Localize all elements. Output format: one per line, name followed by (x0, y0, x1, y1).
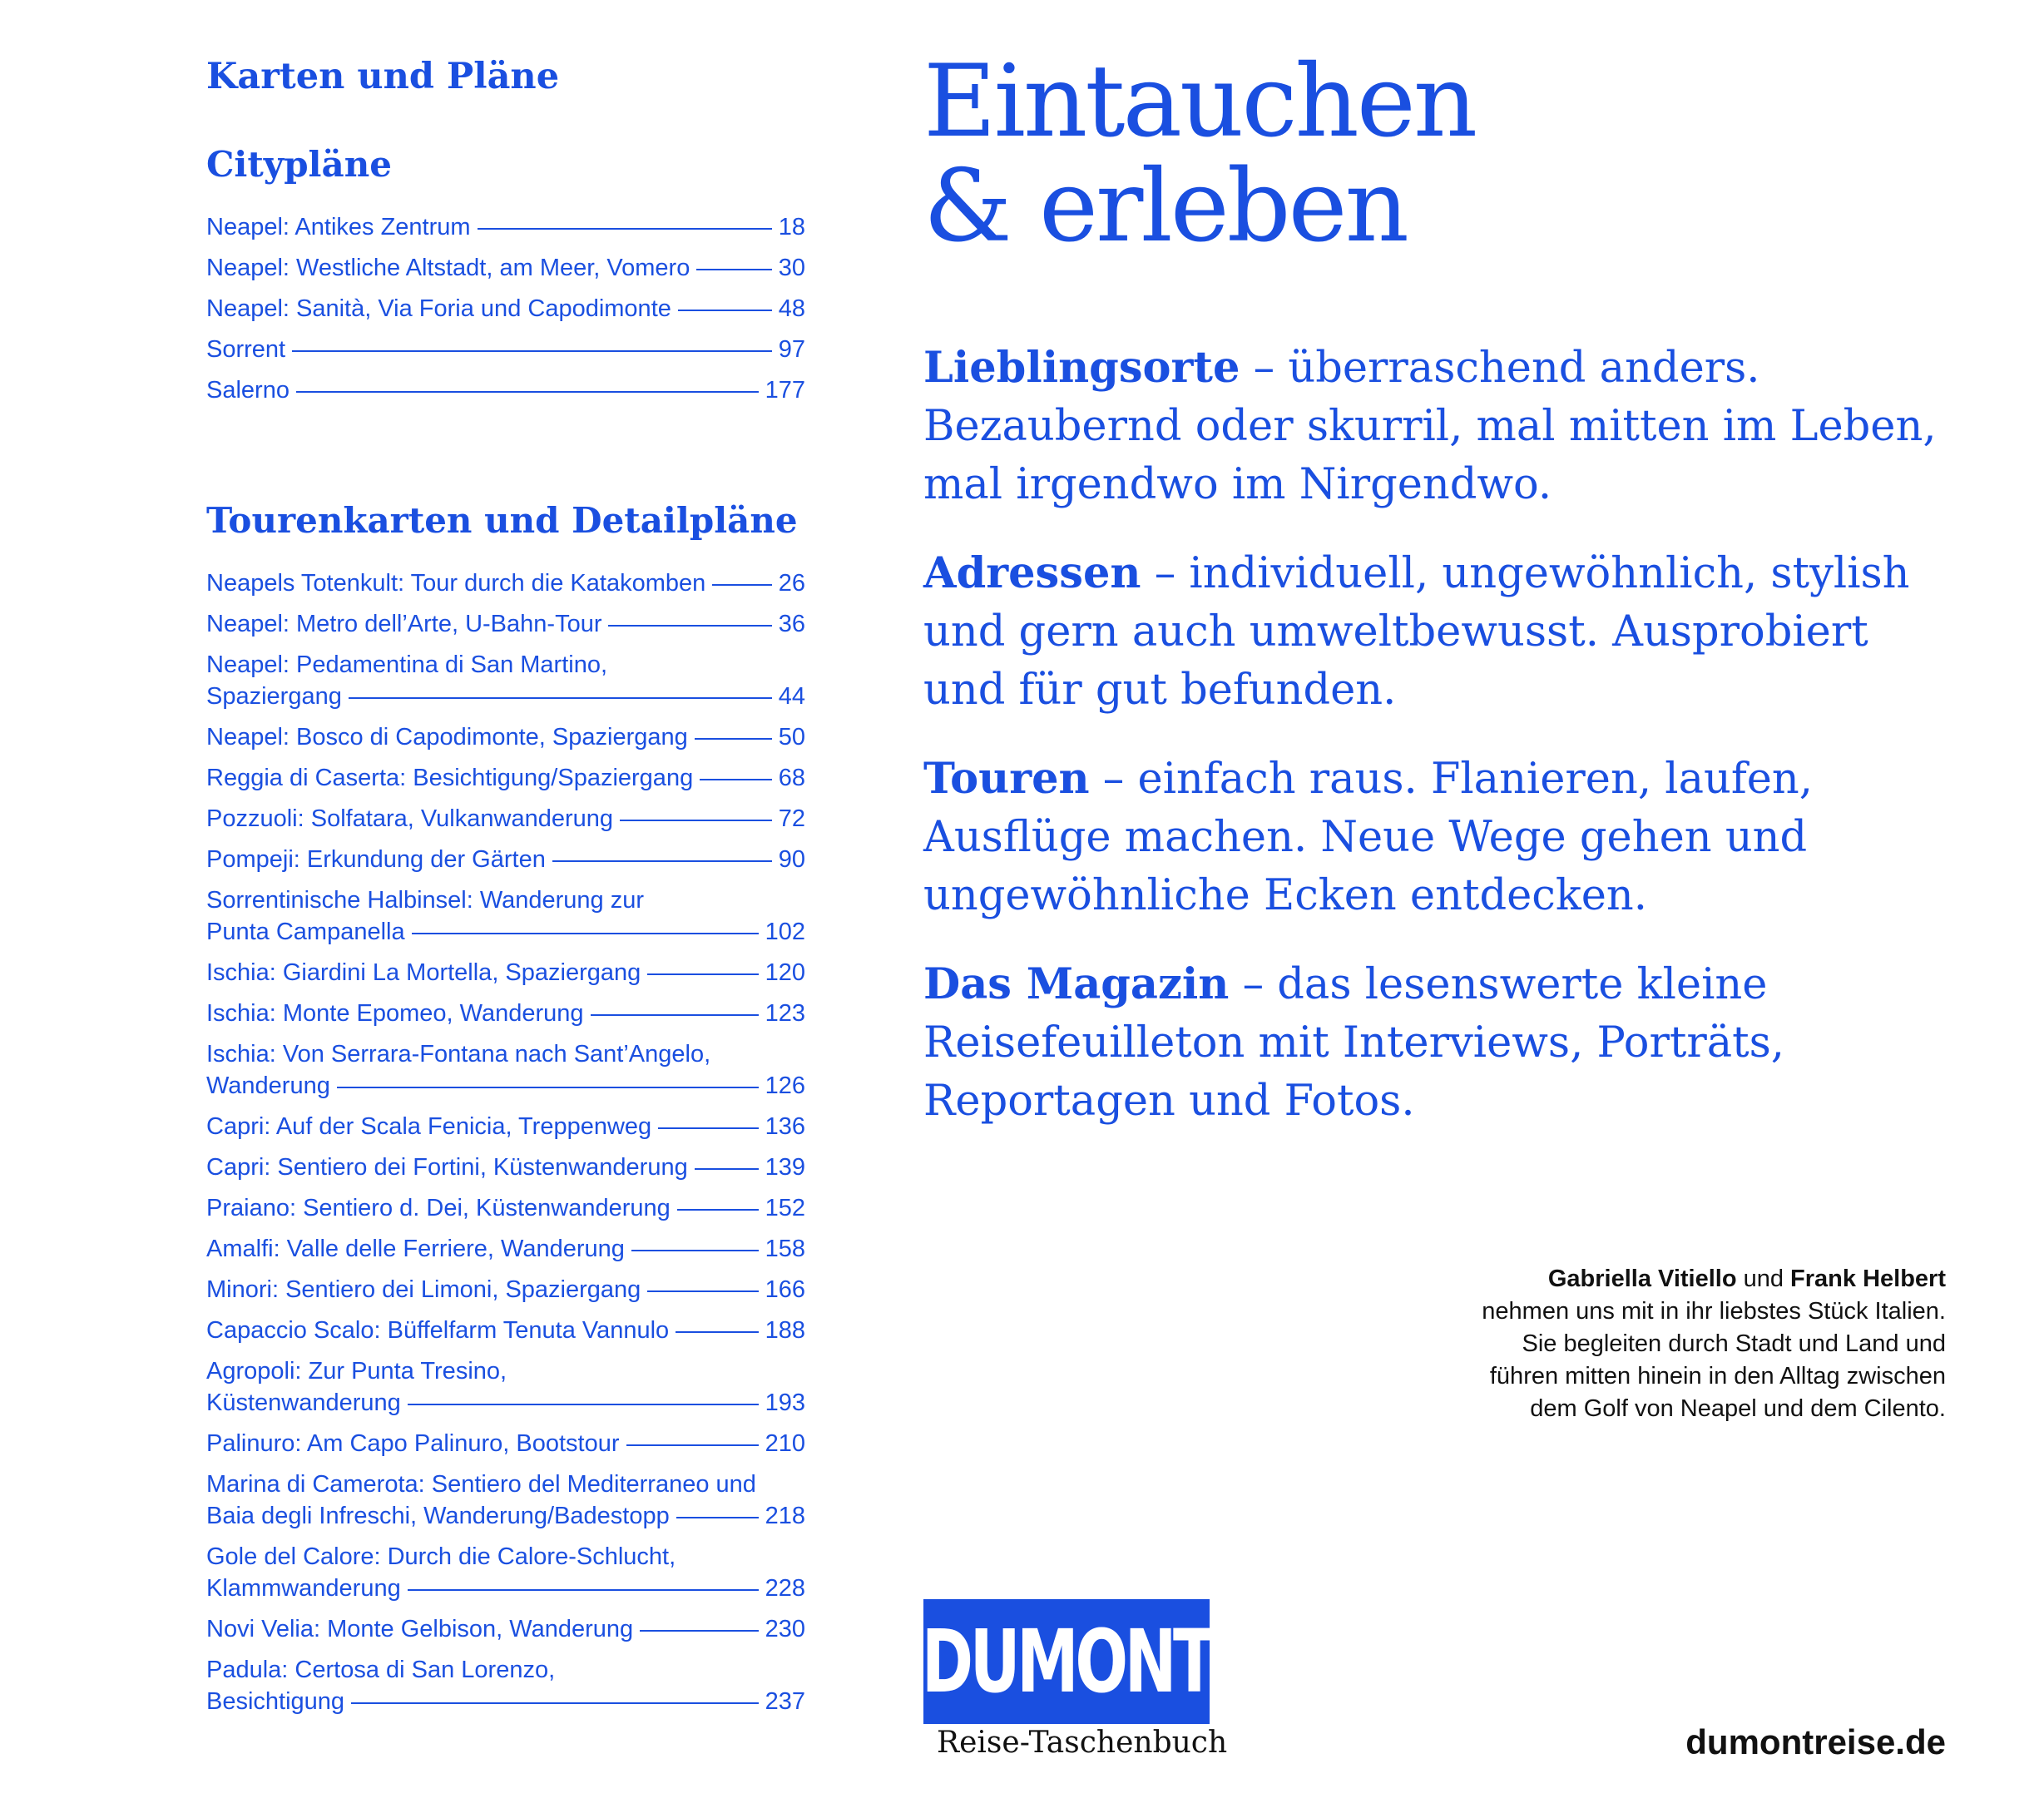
toc-page-number: 166 (765, 1276, 805, 1303)
toc-page-number: 120 (765, 959, 805, 986)
toc-leader-line (677, 1209, 759, 1211)
toc-entry (206, 293, 805, 324)
toc-entry (206, 374, 805, 406)
toc-row (206, 374, 805, 406)
toc-page-number: 126 (765, 1072, 805, 1099)
toc-leader-line (647, 973, 758, 975)
toc-page-number: 193 (765, 1390, 805, 1416)
feature-label: Touren (923, 754, 1090, 804)
toc-title: Capri: Sentiero dei Fortini, Küstenwanderung (206, 1154, 688, 1181)
toc-row (206, 957, 805, 988)
toc-row (206, 1573, 805, 1604)
toc-row (206, 211, 805, 243)
toc-row (206, 1070, 805, 1102)
toc-title: Küstenwanderung (206, 1390, 401, 1416)
toc-title: Minori: Sentiero dei Limoni, Spaziergang (206, 1276, 641, 1303)
feature-text: – das lesenswerte kleine Reisefeuilleton mit Interviews, Porträts, Reportagen und Fotos. (923, 960, 1784, 1126)
toc-entry (206, 211, 805, 243)
toc-title: Pompeji: Erkundung der Gärten (206, 846, 546, 873)
toc-entry (206, 957, 805, 988)
feature-label: Adressen (923, 548, 1141, 598)
toc-leader-line (696, 269, 771, 270)
toc-page-number: 26 (778, 570, 805, 597)
toc-title: Neapel: Bosco di Capodimonte, Spaziergang (206, 724, 688, 750)
toc-row (206, 1428, 805, 1459)
headline-line-1: Eintauchen (923, 44, 1476, 160)
toc-title: Besichtigung (206, 1688, 345, 1715)
toc-page-number: 230 (765, 1616, 805, 1642)
tour-maps-list (206, 567, 805, 1717)
toc-leader-line (640, 1630, 758, 1632)
toc-entry (206, 1274, 805, 1305)
logo-text: DUMONT (921, 1611, 1212, 1712)
toc-entry (206, 1111, 805, 1142)
toc-title: Klammwanderung (206, 1575, 401, 1602)
toc-leader-line (626, 1444, 759, 1446)
toc-row (206, 1387, 805, 1419)
toc-leader-line (296, 391, 759, 393)
toc-page-number: 102 (765, 919, 805, 945)
toc-title: Neapel: Westliche Altstadt, am Meer, Vomero (206, 255, 690, 281)
toc-entry (206, 567, 805, 599)
toc-entry (206, 334, 805, 365)
toc-entry (206, 252, 805, 284)
toc-entry (206, 803, 805, 835)
toc-page-number: 68 (778, 765, 805, 791)
toc-entry (206, 884, 805, 948)
dumont-logo (923, 1599, 1210, 1724)
feature-paragraph (923, 750, 1963, 925)
toc-title: Spaziergang (206, 683, 342, 710)
logo-subtitle: Reise-Taschenbuch (937, 1726, 1228, 1760)
author-1: Gabriella Vitiello (1547, 1266, 1737, 1292)
toc-page-number: 50 (778, 724, 805, 750)
toc-leader-line (700, 779, 772, 780)
feature-paragraph (923, 339, 1963, 514)
toc-title: Neapel: Sanità, Via Foria und Capodimonte (206, 295, 671, 322)
feature-list (923, 339, 1963, 1131)
maps-index (206, 52, 805, 1726)
toc-page-number: 18 (778, 214, 805, 240)
toc-title: Capaccio Scalo: Büffelfarm Tenuta Vannulo (206, 1317, 670, 1344)
toc-entry-line1: Marina di Camerota: Sentiero del Mediterraneo und (206, 1471, 756, 1498)
toc-leader-line (478, 228, 772, 230)
toc-leader-line (591, 1014, 759, 1016)
toc-row (206, 1111, 805, 1142)
city-maps-heading: Citypläne (206, 144, 392, 185)
toc-row (206, 334, 805, 365)
toc-leader-line (658, 1127, 758, 1129)
toc-page-number: 228 (765, 1575, 805, 1602)
toc-leader-line (292, 350, 772, 352)
toc-title: Neapel: Antikes Zentrum (206, 214, 471, 240)
toc-entry (206, 1654, 805, 1717)
toc-title: Amalfi: Valle delle Ferriere, Wanderung (206, 1236, 625, 1262)
tour-maps-heading: Tourenkarten und Detailpläne (206, 500, 798, 541)
toc-leader-line (620, 820, 772, 821)
toc-row (206, 1233, 805, 1265)
toc-leader-line (552, 860, 772, 862)
author-2: Frank Helbert (1790, 1266, 1946, 1292)
feature-paragraph (923, 955, 1963, 1131)
headline-line-2: & erleben (923, 149, 1407, 265)
toc-leader-line (608, 625, 771, 627)
toc-title: Baia degli Infreschi, Wanderung/Badestopp (206, 1503, 670, 1529)
toc-entry-line1: Neapel: Pedamentina di San Martino, (206, 651, 608, 678)
toc-leader-line (678, 310, 772, 311)
toc-leader-line (412, 933, 759, 934)
toc-leader-line (408, 1589, 759, 1591)
toc-page-number: 44 (778, 683, 805, 710)
toc-title: Reggia di Caserta: Besichtigung/Spaziergang (206, 765, 694, 791)
toc-leader-line (337, 1087, 759, 1088)
city-maps-list (206, 211, 805, 406)
toc-title: Wanderung (206, 1072, 330, 1099)
toc-row (206, 1500, 805, 1532)
toc-page-number: 97 (778, 336, 805, 363)
toc-leader-line (631, 1250, 759, 1251)
toc-entry-line1: Agropoli: Zur Punta Tresino, (206, 1358, 507, 1385)
toc-row (206, 567, 805, 599)
toc-page-number: 90 (778, 846, 805, 873)
toc-leader-line (676, 1331, 758, 1333)
toc-row (206, 1274, 805, 1305)
feature-label: Lieblingsorte (923, 343, 1240, 393)
toc-leader-line (695, 1168, 759, 1170)
toc-row (206, 1613, 805, 1645)
toc-page-number: 136 (765, 1113, 805, 1140)
toc-page-number: 152 (765, 1195, 805, 1221)
toc-leader-line (408, 1404, 759, 1405)
toc-row (206, 803, 805, 835)
toc-page-number: 158 (765, 1236, 805, 1262)
toc-entry (206, 1233, 805, 1265)
toc-leader-line (647, 1290, 758, 1292)
toc-entry (206, 1469, 805, 1532)
toc-title: Neapel: Metro dell’Arte, U-Bahn-Tour (206, 611, 602, 637)
toc-row (206, 252, 805, 284)
toc-title: Ischia: Giardini La Mortella, Spaziergang (206, 959, 641, 986)
toc-leader-line (695, 738, 772, 740)
toc-page-number: 139 (765, 1154, 805, 1181)
toc-leader-line (676, 1517, 759, 1518)
toc-row (206, 681, 805, 712)
toc-entry-line1: Ischia: Von Serrara-Fontana nach Sant’Angelo, (206, 1041, 711, 1068)
toc-title: Novi Velia: Monte Gelbison, Wanderung (206, 1616, 634, 1642)
toc-entry (206, 1315, 805, 1346)
feature-text: – überraschend anders. Bezaubernd oder skurril, mal mitten im Leben, mal irgendwo im Nirgendwo. (923, 344, 1937, 509)
toc-entry (206, 1428, 805, 1459)
toc-entry (206, 721, 805, 753)
toc-page-number: 210 (765, 1430, 805, 1457)
toc-entry (206, 1541, 805, 1604)
toc-page-number: 123 (765, 1000, 805, 1027)
toc-title: Salerno (206, 377, 290, 404)
toc-row (206, 721, 805, 753)
toc-entry (206, 1152, 805, 1183)
toc-title: Neapels Totenkult: Tour durch die Katakomben (206, 570, 706, 597)
toc-leader-line (349, 697, 772, 699)
toc-title: Sorrent (206, 336, 286, 363)
toc-leader-line (712, 584, 771, 586)
toc-title: Capri: Auf der Scala Fenicia, Treppenweg (206, 1113, 652, 1140)
author-blurb (1480, 1263, 1946, 1425)
toc-title: Palinuro: Am Capo Palinuro, Bootstour (206, 1430, 620, 1457)
toc-title: Ischia: Monte Epomeo, Wanderung (206, 1000, 584, 1027)
intro-panel (923, 44, 1963, 1161)
toc-row (206, 1152, 805, 1183)
feature-paragraph (923, 544, 1963, 720)
toc-page-number: 30 (778, 255, 805, 281)
website-url: dumontreise.de (1685, 1722, 1946, 1761)
toc-entry (206, 649, 805, 712)
toc-page-number: 48 (778, 295, 805, 322)
toc-leader-line (351, 1702, 759, 1704)
toc-row (206, 844, 805, 875)
toc-entry (206, 1192, 805, 1224)
toc-title: Pozzuoli: Solfatara, Vulkanwanderung (206, 805, 614, 832)
feature-text: – einfach raus. Flanieren, laufen, Ausflüge machen. Neue Wege gehen und ungewöhnliche Ecken entdecken. (923, 755, 1813, 920)
author-connector: und (1736, 1266, 1791, 1292)
toc-row (206, 293, 805, 324)
toc-page-number: 177 (765, 377, 805, 404)
toc-page-number: 237 (765, 1688, 805, 1715)
toc-entry (206, 1613, 805, 1645)
toc-page-number: 72 (778, 805, 805, 832)
toc-entry-line1: Sorrentinische Halbinsel: Wanderung zur (206, 887, 645, 914)
feature-text: – individuell, ungewöhnlich, stylish und gern auch umweltbewusst. Ausprobiert und für gut befunden. (923, 549, 1910, 715)
toc-row (206, 762, 805, 794)
toc-page-number: 218 (765, 1503, 805, 1529)
toc-entry (206, 1038, 805, 1102)
toc-entry (206, 844, 805, 875)
feature-label: Das Magazin (923, 959, 1230, 1009)
toc-page-number: 36 (778, 611, 805, 637)
toc-entry (206, 608, 805, 640)
toc-title: Punta Campanella (206, 919, 405, 945)
maps-heading: Karten und Pläne (206, 56, 560, 97)
toc-page-number: 188 (765, 1317, 805, 1344)
toc-title: Praiano: Sentiero d. Dei, Küstenwanderung (206, 1195, 671, 1221)
toc-entry-line1: Gole del Calore: Durch die Calore-Schlucht, (206, 1543, 676, 1570)
toc-row (206, 998, 805, 1029)
author-text: nehmen uns mit in ihr liebstes Stück Italien. Sie begleiten durch Stadt und Land und führen mitten hinein in den Alltag zwischen dem Golf von Neapel und dem Cilento. (1482, 1298, 1946, 1422)
toc-entry (206, 762, 805, 794)
toc-row (206, 1686, 805, 1717)
headline (923, 44, 1963, 265)
toc-entry (206, 998, 805, 1029)
toc-entry (206, 1355, 805, 1419)
toc-row (206, 916, 805, 948)
toc-row (206, 1315, 805, 1346)
toc-row (206, 1192, 805, 1224)
toc-row (206, 608, 805, 640)
toc-entry-line1: Padula: Certosa di San Lorenzo, (206, 1657, 556, 1683)
